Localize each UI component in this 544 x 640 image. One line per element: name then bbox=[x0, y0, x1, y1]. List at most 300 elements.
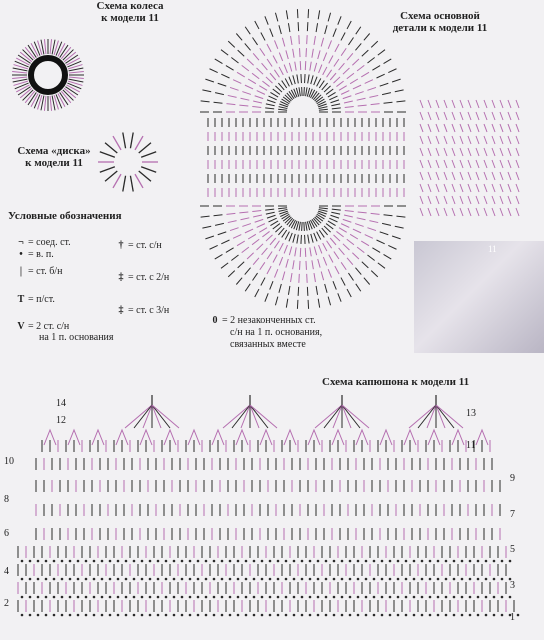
main-bottom-stitch bbox=[293, 234, 295, 243]
main-top-stitch bbox=[237, 72, 245, 77]
hood-chain bbox=[69, 596, 72, 599]
main-side-stitch bbox=[452, 208, 455, 216]
slip-stitch-icon: ¬ bbox=[18, 237, 24, 248]
main-side-stitch bbox=[508, 184, 511, 192]
wheel-stitch bbox=[15, 61, 29, 67]
hood-chain bbox=[429, 578, 432, 581]
dc-two-in-one-icon: V bbox=[17, 321, 25, 332]
main-top-stitch bbox=[353, 85, 361, 89]
main-side-stitch bbox=[428, 136, 431, 144]
main-bottom-stitch bbox=[226, 248, 234, 253]
main-side-stitch bbox=[484, 196, 487, 204]
disk-title-line1: Схема «диска» bbox=[17, 145, 91, 157]
main-side-stitch bbox=[484, 208, 487, 216]
main-bottom-stitch bbox=[270, 238, 276, 245]
main-top-stitch bbox=[355, 92, 364, 95]
main-side-stitch bbox=[428, 196, 431, 204]
main-top-stitch bbox=[352, 59, 359, 65]
main-side-stitch bbox=[452, 160, 455, 168]
main-top-stitch bbox=[395, 90, 404, 92]
main-bottom-stitch bbox=[371, 213, 380, 214]
main-bottom-stitch bbox=[318, 299, 319, 308]
main-bottom-stitch bbox=[218, 232, 227, 235]
hood-chain bbox=[477, 596, 480, 599]
main-top-stitch bbox=[367, 58, 374, 63]
hood-chain bbox=[317, 560, 320, 563]
hood-chain bbox=[133, 596, 136, 599]
main-side-stitch bbox=[508, 148, 511, 156]
main-bottom-stitch bbox=[306, 222, 307, 231]
hood-chain bbox=[261, 560, 264, 563]
hood-chain bbox=[165, 614, 168, 617]
main-bottom-stitch bbox=[242, 224, 251, 227]
legend-slip-text: = соед. ст. bbox=[28, 237, 71, 248]
main-bottom-stitch bbox=[319, 245, 322, 253]
hood-chain bbox=[85, 596, 88, 599]
main-bottom-stitch bbox=[380, 232, 389, 235]
main-side-stitch bbox=[516, 172, 519, 180]
main-top-stitch bbox=[341, 91, 349, 95]
hood-chain bbox=[445, 578, 448, 581]
main-bottom-stitch bbox=[343, 244, 350, 250]
main-top-stitch bbox=[308, 75, 309, 84]
wheel-stitch bbox=[67, 61, 81, 67]
main-top-stitch bbox=[327, 70, 332, 77]
main-side-stitch bbox=[444, 160, 447, 168]
main-side-stitch bbox=[500, 124, 503, 132]
legend-sc bbox=[14, 266, 62, 277]
hood-chain bbox=[269, 596, 272, 599]
hood-chain bbox=[181, 614, 184, 617]
main-top-stitch bbox=[329, 96, 337, 100]
main-bottom-stitch bbox=[338, 293, 341, 301]
hood-chain bbox=[405, 578, 408, 581]
main-bottom-stitch bbox=[236, 278, 242, 285]
main-side-stitch bbox=[484, 184, 487, 192]
hood-chain bbox=[413, 578, 416, 581]
main-top-stitch bbox=[314, 77, 317, 85]
wheel-stitch bbox=[12, 77, 27, 78]
legend-title: Условные обозначения bbox=[8, 210, 122, 222]
main-side-stitch bbox=[500, 172, 503, 180]
hood-chain bbox=[349, 596, 352, 599]
main-top-stitch bbox=[253, 101, 262, 103]
main-bottom-stitch bbox=[205, 236, 214, 239]
hood-chain bbox=[405, 596, 408, 599]
main-side-stitch bbox=[492, 184, 495, 192]
main-side-stitch bbox=[476, 196, 479, 204]
hood-chain bbox=[501, 614, 504, 617]
main-top-stitch bbox=[252, 38, 257, 45]
hood-chain bbox=[357, 560, 360, 563]
legend-dtr-text: = ст. с 3/н bbox=[128, 305, 170, 316]
main-top-stitch bbox=[202, 90, 211, 92]
hood-chain bbox=[45, 560, 48, 563]
main-top-stitch bbox=[341, 48, 346, 55]
main-top-stitch bbox=[348, 38, 353, 45]
hood-chain bbox=[501, 560, 504, 563]
main-top-stitch bbox=[293, 75, 295, 84]
main-top-stitch bbox=[228, 41, 235, 47]
main-top-stitch bbox=[282, 81, 287, 88]
main-top-stitch bbox=[233, 80, 241, 84]
hood-chain bbox=[93, 614, 96, 617]
hood-chain bbox=[325, 578, 328, 581]
main-top-stitch bbox=[317, 78, 321, 86]
hood-chain bbox=[285, 596, 288, 599]
main-bottom-stitch bbox=[364, 278, 370, 285]
main-side-stitch bbox=[508, 196, 511, 204]
hood-chain bbox=[445, 614, 448, 617]
hood-chain bbox=[429, 596, 432, 599]
hood-chain bbox=[197, 614, 200, 617]
main-side-stitch bbox=[420, 196, 423, 204]
disk-stitch bbox=[139, 143, 151, 153]
main-side-stitch bbox=[468, 148, 471, 156]
main-bottom-stitch bbox=[279, 257, 282, 265]
main-side-stitch bbox=[460, 196, 463, 204]
hood-chain bbox=[237, 614, 240, 617]
hood-chain bbox=[389, 596, 392, 599]
legend-dc-text: = ст. с/н bbox=[128, 240, 162, 251]
main-bottom-stitch bbox=[384, 254, 392, 259]
main-side-stitch bbox=[468, 100, 471, 108]
hood-chain bbox=[349, 614, 352, 617]
main-bottom-stitch bbox=[260, 262, 265, 269]
hood-chain bbox=[445, 560, 448, 563]
main-bottom-stitch bbox=[289, 219, 294, 226]
main-bottom-stitch bbox=[347, 258, 353, 265]
main-side-stitch bbox=[428, 148, 431, 156]
main-bottom-stitch bbox=[282, 272, 284, 281]
main-bottom-stitch bbox=[319, 209, 328, 211]
main-bottom-stitch bbox=[357, 218, 366, 220]
hood-peak-stitch bbox=[250, 405, 268, 428]
main-side-stitch bbox=[492, 172, 495, 180]
hood-chain bbox=[493, 614, 496, 617]
hood-chain bbox=[45, 614, 48, 617]
main-top-stitch bbox=[364, 33, 370, 40]
main-top-stitch bbox=[344, 101, 353, 103]
main-top-stitch bbox=[261, 32, 265, 40]
hood-chain bbox=[125, 596, 128, 599]
hood-chain bbox=[245, 578, 248, 581]
hood-row-label-left: 12 bbox=[56, 415, 66, 426]
hood-chain bbox=[269, 614, 272, 617]
hood-chain bbox=[213, 560, 216, 563]
hood-chain bbox=[245, 596, 248, 599]
main-bottom-stitch bbox=[267, 266, 271, 274]
hood-chain bbox=[469, 578, 472, 581]
main-bottom-stitch bbox=[289, 233, 292, 241]
main-bottom-stitch bbox=[341, 224, 349, 228]
hood-peak-stitch bbox=[342, 405, 360, 428]
disk-stitch bbox=[105, 143, 117, 153]
main-top-stitch bbox=[252, 73, 259, 78]
main-top-stitch bbox=[267, 44, 271, 52]
main-bottom-stitch bbox=[286, 299, 287, 308]
hood-chain bbox=[293, 596, 296, 599]
main-bottom-stitch bbox=[311, 234, 313, 243]
wheel-stitch bbox=[56, 94, 62, 108]
main-top-stitch bbox=[285, 78, 289, 86]
hood-chain bbox=[29, 596, 32, 599]
main-top-stitch bbox=[269, 96, 277, 100]
hood-chain bbox=[37, 596, 40, 599]
main-bottom-stitch bbox=[210, 245, 218, 249]
main-top-stitch bbox=[321, 38, 323, 47]
hood-chain bbox=[477, 614, 480, 617]
hood-chain bbox=[197, 578, 200, 581]
hood-chain bbox=[437, 578, 440, 581]
main-top-stitch bbox=[262, 63, 268, 70]
hood-chain bbox=[285, 614, 288, 617]
main-bottom-stitch bbox=[321, 272, 323, 281]
main-side-stitch bbox=[460, 148, 463, 156]
hood-row-label-right: 13 bbox=[466, 408, 476, 419]
main-top-stitch bbox=[238, 50, 245, 56]
hood-chain bbox=[277, 560, 280, 563]
main-top-stitch bbox=[259, 86, 267, 91]
main-bottom-stitch bbox=[355, 268, 361, 275]
main-top-stitch bbox=[312, 91, 317, 98]
main-side-stitch bbox=[500, 136, 503, 144]
hood-chain bbox=[437, 614, 440, 617]
main-side-stitch bbox=[444, 148, 447, 156]
main-bottom-stitch bbox=[334, 252, 339, 259]
hood-chain bbox=[405, 614, 408, 617]
hood-chain bbox=[205, 560, 208, 563]
hood-chain bbox=[261, 578, 264, 581]
main-bottom-stitch bbox=[262, 231, 269, 236]
main-bottom-stitch bbox=[369, 221, 378, 223]
hood-chain bbox=[365, 614, 368, 617]
main-side-stitch bbox=[500, 100, 503, 108]
hood-row-label-left: 4 bbox=[4, 566, 9, 577]
main-bottom-stitch bbox=[237, 241, 245, 246]
main-side-stitch bbox=[476, 112, 479, 120]
legend-chain bbox=[14, 249, 54, 260]
hood-chain bbox=[325, 614, 328, 617]
main-side-stitch bbox=[460, 112, 463, 120]
hood-chain bbox=[269, 578, 272, 581]
pram-photo bbox=[414, 241, 544, 353]
legend-cluster-text-3: связанных вместе bbox=[230, 339, 306, 350]
main-top-stitch bbox=[289, 77, 292, 85]
hood-chain bbox=[221, 614, 224, 617]
hood-chain bbox=[301, 560, 304, 563]
hood-chain bbox=[453, 596, 456, 599]
main-top-stitch bbox=[334, 59, 339, 66]
legend-cluster-text: = 2 незаконченных ст. bbox=[222, 315, 316, 326]
wheel-stitch bbox=[69, 71, 84, 72]
main-top-stitch bbox=[297, 75, 298, 84]
hood-chain bbox=[133, 578, 136, 581]
main-side-stitch bbox=[516, 124, 519, 132]
main-top-stitch bbox=[328, 40, 331, 48]
main-bottom-stitch bbox=[328, 269, 331, 277]
hood-chain bbox=[61, 560, 64, 563]
main-side-stitch bbox=[460, 184, 463, 192]
main-top-stitch bbox=[318, 10, 319, 19]
disk-stitch bbox=[141, 167, 156, 172]
hood-title: Схема капюшона к модели 11 bbox=[322, 376, 470, 388]
photo-number: 11 bbox=[488, 244, 497, 254]
hood-chain bbox=[109, 578, 112, 581]
main-side-stitch bbox=[508, 112, 511, 120]
hood-chain bbox=[453, 560, 456, 563]
main-bottom-stitch bbox=[341, 262, 346, 269]
hood-row-label-left: 10 bbox=[4, 456, 14, 467]
hood-chain bbox=[189, 596, 192, 599]
hood-chain bbox=[93, 560, 96, 563]
main-bottom-stitch bbox=[384, 215, 393, 216]
main-top-stitch bbox=[325, 25, 327, 34]
main-top-stitch bbox=[384, 102, 393, 103]
main-side-stitch bbox=[420, 100, 423, 108]
hood-chain bbox=[517, 614, 520, 617]
main-top-stitch bbox=[388, 69, 396, 73]
main-bottom-stitch bbox=[372, 248, 380, 253]
hood-chain bbox=[149, 560, 152, 563]
main-side-stitch bbox=[484, 100, 487, 108]
hood-chain bbox=[477, 560, 480, 563]
hood-chain bbox=[157, 578, 160, 581]
hood-chain bbox=[165, 596, 168, 599]
main-bottom-stitch bbox=[314, 246, 316, 255]
main-bottom-stitch bbox=[284, 245, 287, 253]
main-top-stitch bbox=[347, 53, 353, 60]
main-side-stitch bbox=[468, 112, 471, 120]
main-top-stitch bbox=[248, 79, 256, 84]
main-bottom-stitch bbox=[362, 262, 369, 268]
main-side-stitch bbox=[436, 100, 439, 108]
single-crochet-icon: | bbox=[19, 266, 23, 277]
main-side-stitch bbox=[452, 100, 455, 108]
main-side-stitch bbox=[492, 148, 495, 156]
main-top-stitch bbox=[384, 59, 392, 64]
hood-chain bbox=[253, 560, 256, 563]
hood-chain bbox=[61, 614, 64, 617]
hood-chain bbox=[389, 560, 392, 563]
hood-chain bbox=[373, 560, 376, 563]
hood-chain bbox=[53, 578, 56, 581]
main-bottom-stitch bbox=[345, 211, 354, 212]
main-top-stitch bbox=[365, 80, 373, 84]
main-bottom-stitch bbox=[344, 215, 353, 217]
main-top-stitch bbox=[312, 49, 313, 58]
main-top-stitch bbox=[358, 105, 367, 106]
hood-chain bbox=[109, 560, 112, 563]
wheel-title-line1: Схема колеса bbox=[96, 0, 164, 12]
main-top-stitch bbox=[242, 65, 249, 70]
main-side-stitch bbox=[452, 172, 455, 180]
main-top-stitch bbox=[328, 92, 336, 97]
wheel-stitch bbox=[50, 39, 51, 54]
main-bottom-stitch bbox=[356, 284, 361, 291]
hood-chain bbox=[333, 596, 336, 599]
hood-chain bbox=[461, 614, 464, 617]
hood-chain bbox=[141, 560, 144, 563]
main-side-stitch bbox=[420, 124, 423, 132]
main-bottom-stitch bbox=[270, 281, 273, 289]
main-bottom-stitch bbox=[255, 219, 264, 222]
main-side-stitch bbox=[444, 136, 447, 144]
main-top-stitch bbox=[266, 104, 275, 106]
main-bottom-stitch bbox=[259, 228, 267, 233]
main-side-stitch bbox=[508, 100, 511, 108]
main-top-stitch bbox=[286, 50, 288, 59]
wheel-stitch bbox=[67, 83, 81, 89]
legend-dc2tog bbox=[14, 321, 69, 332]
hood-chain bbox=[61, 578, 64, 581]
main-bottom-stitch bbox=[395, 226, 404, 228]
main-bottom-stitch bbox=[201, 216, 210, 217]
main-top-stitch bbox=[372, 66, 380, 71]
hood-chain bbox=[205, 578, 208, 581]
hood-chain bbox=[149, 578, 152, 581]
main-side-stitch bbox=[436, 172, 439, 180]
main-side-stitch bbox=[468, 184, 471, 192]
main-side-stitch bbox=[452, 184, 455, 192]
main-top-stitch bbox=[239, 105, 248, 106]
hood-row-label-right: 3 bbox=[510, 580, 515, 591]
hood-chain bbox=[189, 614, 192, 617]
main-side-stitch bbox=[516, 112, 519, 120]
hood-chain bbox=[485, 614, 488, 617]
hood-chain bbox=[109, 614, 112, 617]
main-top-stitch bbox=[343, 96, 352, 99]
hood-chain bbox=[325, 596, 328, 599]
hood-chain bbox=[181, 596, 184, 599]
main-bottom-stitch bbox=[323, 243, 327, 251]
hood-chain bbox=[93, 596, 96, 599]
legend-tr bbox=[114, 272, 169, 283]
hood-chain bbox=[277, 578, 280, 581]
main-bottom-stitch bbox=[253, 215, 262, 217]
main-top-stitch bbox=[257, 91, 265, 95]
main-side-stitch bbox=[444, 184, 447, 192]
hood-chain bbox=[101, 614, 104, 617]
main-top-stitch bbox=[274, 40, 277, 48]
main-bottom-stitch bbox=[285, 232, 289, 240]
main-side-stitch bbox=[444, 172, 447, 180]
main-top-stitch bbox=[267, 100, 276, 103]
hood-row-label-left: 6 bbox=[4, 528, 9, 539]
disk-stitch bbox=[141, 152, 156, 157]
hood-chain bbox=[181, 578, 184, 581]
hood-chain bbox=[373, 596, 376, 599]
main-side-stitch bbox=[516, 196, 519, 204]
main-side-stitch bbox=[428, 184, 431, 192]
hood-chain bbox=[365, 578, 368, 581]
main-bottom-stitch bbox=[326, 224, 333, 229]
hood-chain bbox=[293, 578, 296, 581]
hood-chain bbox=[117, 578, 120, 581]
main-bottom-stitch bbox=[323, 257, 326, 265]
main-side-stitch bbox=[420, 148, 423, 156]
hood-chain bbox=[77, 560, 80, 563]
main-top-stitch bbox=[284, 65, 287, 73]
hood-chain bbox=[389, 578, 392, 581]
main-top-stitch bbox=[347, 73, 354, 78]
main-side-stitch bbox=[444, 208, 447, 216]
hood-chain bbox=[205, 596, 208, 599]
hood-chain bbox=[421, 560, 424, 563]
main-top-stitch bbox=[338, 16, 341, 24]
main-side-stitch bbox=[436, 124, 439, 132]
hood-chain bbox=[213, 596, 216, 599]
